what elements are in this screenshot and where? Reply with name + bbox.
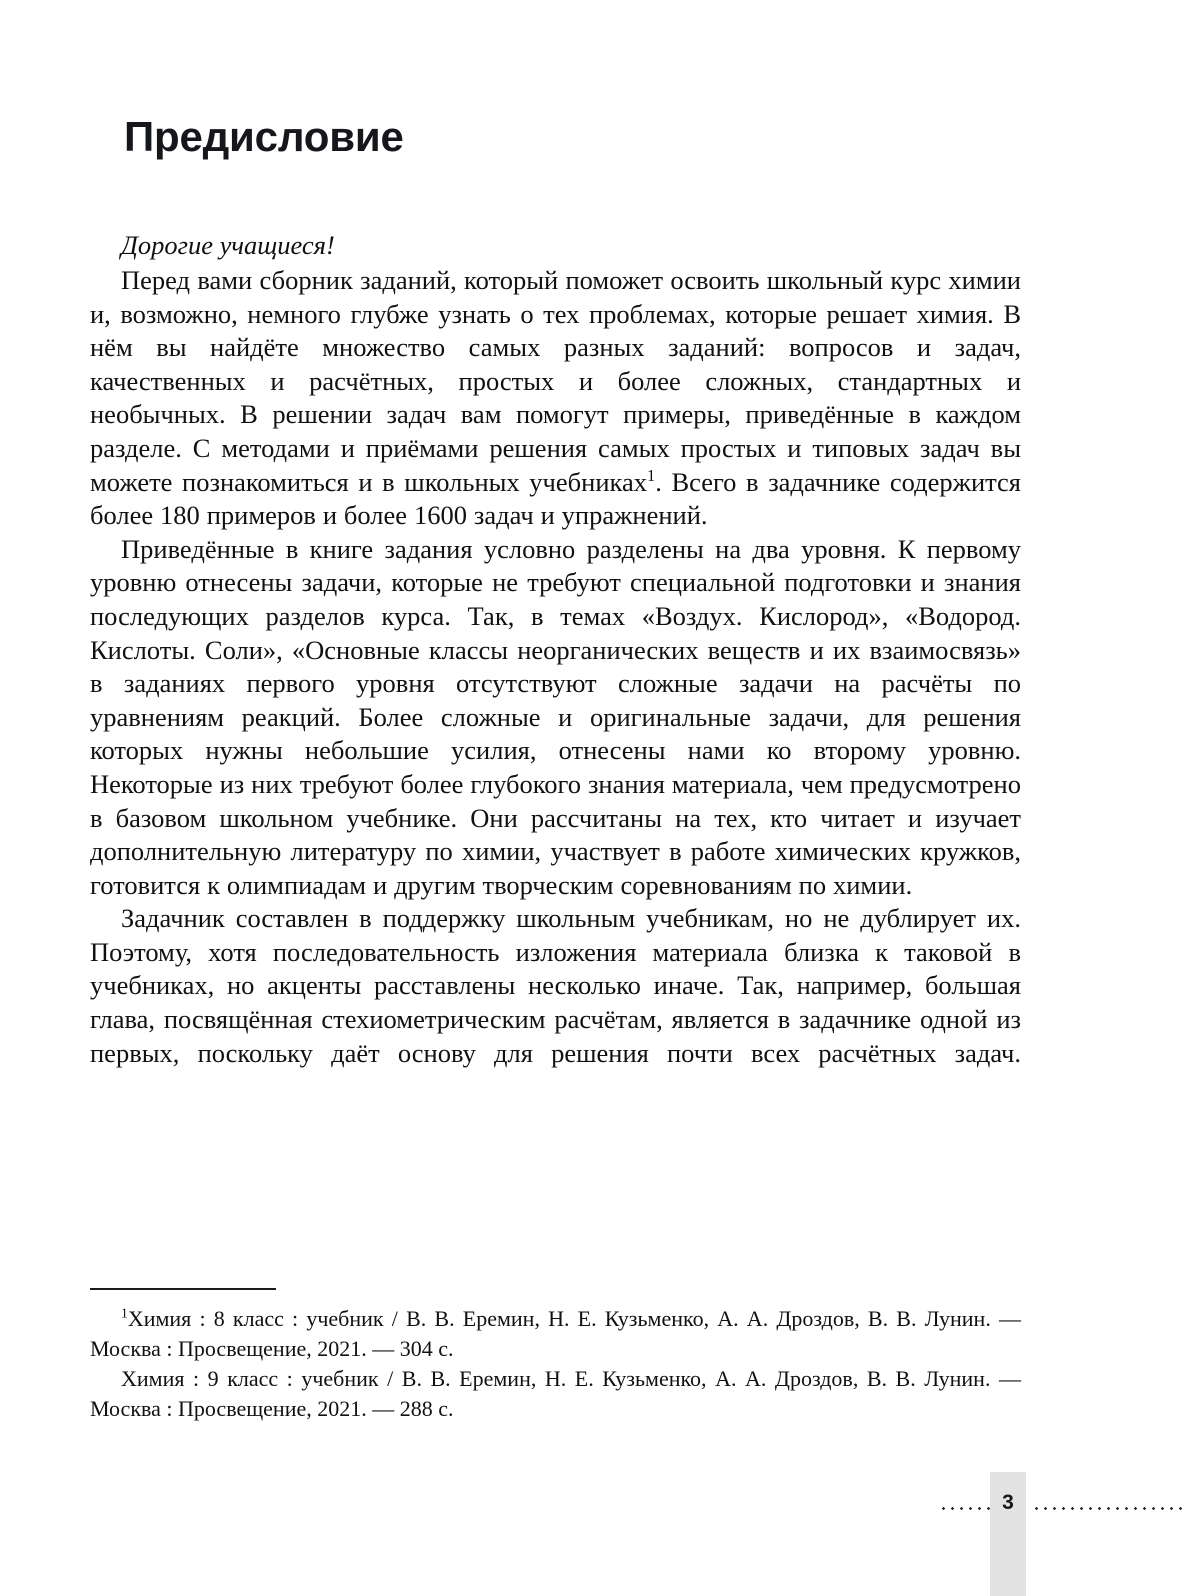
paragraph-intro-text-before-ref: Перед вами сборник заданий, который поможет освоить школьный курс химии и, возможно, немного глубже узнать о тех проблемах, которые решает химия. В нём вы найдёте множество самых разных заданий: вопросов и задач, качественных и расчётных, простых и более сложных, стандартных и необычных. В решении задач вам помогут примеры, приведённые в каждом разделе. С методами и приёмами решения самых простых и типовых задач вы можете познакомиться и в школьных учебниках: [90, 265, 1021, 497]
footnote-item: [90, 1304, 1021, 1364]
paragraph-levels: Приведённые в книге задания условно разделены на два уровня. К первому уровню отнесены задачи, которые не требуют специальной подготовки и знания последующих разделов курса. Так, в темах «Воздух. Кислород», «Водород. Кислоты. Соли», «Основные классы неорганических веществ и их взаимосвязь» в заданиях первого уровня отсутствуют сложные задачи на расчёты по уравнениям реакций. Более сложные и оригинальные задачи, для решения которых нужны небольшие усилия, отнесены нами ко второму уровню. Некоторые из них требуют более глубокого знания материала, чем предусмотрено в базовом школьном учебнике. Они рассчитаны на тех, кто читает и изучает дополнительную литературу по химии, участвует в работе химических кружков, готовится к олимпиадам и другим творческим соревнованиям по химии.: [90, 533, 1021, 900]
page-title: Предисловие: [124, 113, 404, 160]
paragraph-structure: Задачник составлен в поддержку школьным учебникам, но не дублирует их. Поэтому, хотя последовательность изложения материала близка к таковой в учебниках, но акценты расставлены несколько иначе. Так, например, большая глава, посвящённая стехиометрическим расчётам, является в задачнике одной из первых, поскольку даёт основу для решения почти всех расчётных задач.: [90, 903, 1021, 1068]
body-text-column: [90, 228, 1021, 1070]
paragraph-intro: [90, 264, 1021, 533]
footnote-area: [90, 1288, 1021, 1424]
footnote-text-2: Химия : 9 класс : учебник / В. В. Еремин, Н. Е. Кузьменко, А. А. Дроздов, В. В. Лунин. — Москва : Просвещение, 2021. — 288 с.: [90, 1366, 1021, 1421]
footnote-item: [90, 1364, 1021, 1424]
footer-dotted-line-right: [1032, 1507, 1186, 1510]
footer-dotted-line-left: [939, 1507, 990, 1510]
page-footer: [0, 1470, 1200, 1596]
page-number: 3: [1002, 1491, 1014, 1514]
footnote-reference-1[interactable]: 1: [646, 465, 656, 485]
footnote-separator-rule: [90, 1288, 276, 1290]
footnote-text-1: Химия : 8 класс : учебник / В. В. Еремин, Н. Е. Кузьменко, А. А. Дроздов, В. В. Лунин. — Москва : Просвещение, 2021. — 304 с.: [90, 1306, 1021, 1361]
salutation: Дорогие учащиеся!: [121, 230, 335, 260]
paragraph-intro-text-after-ref: . Всего в задачнике содержится более 180 примеров и более 1600 задач и упражнений.: [90, 466, 1021, 531]
footnote-marker-1: 1: [121, 1305, 128, 1321]
